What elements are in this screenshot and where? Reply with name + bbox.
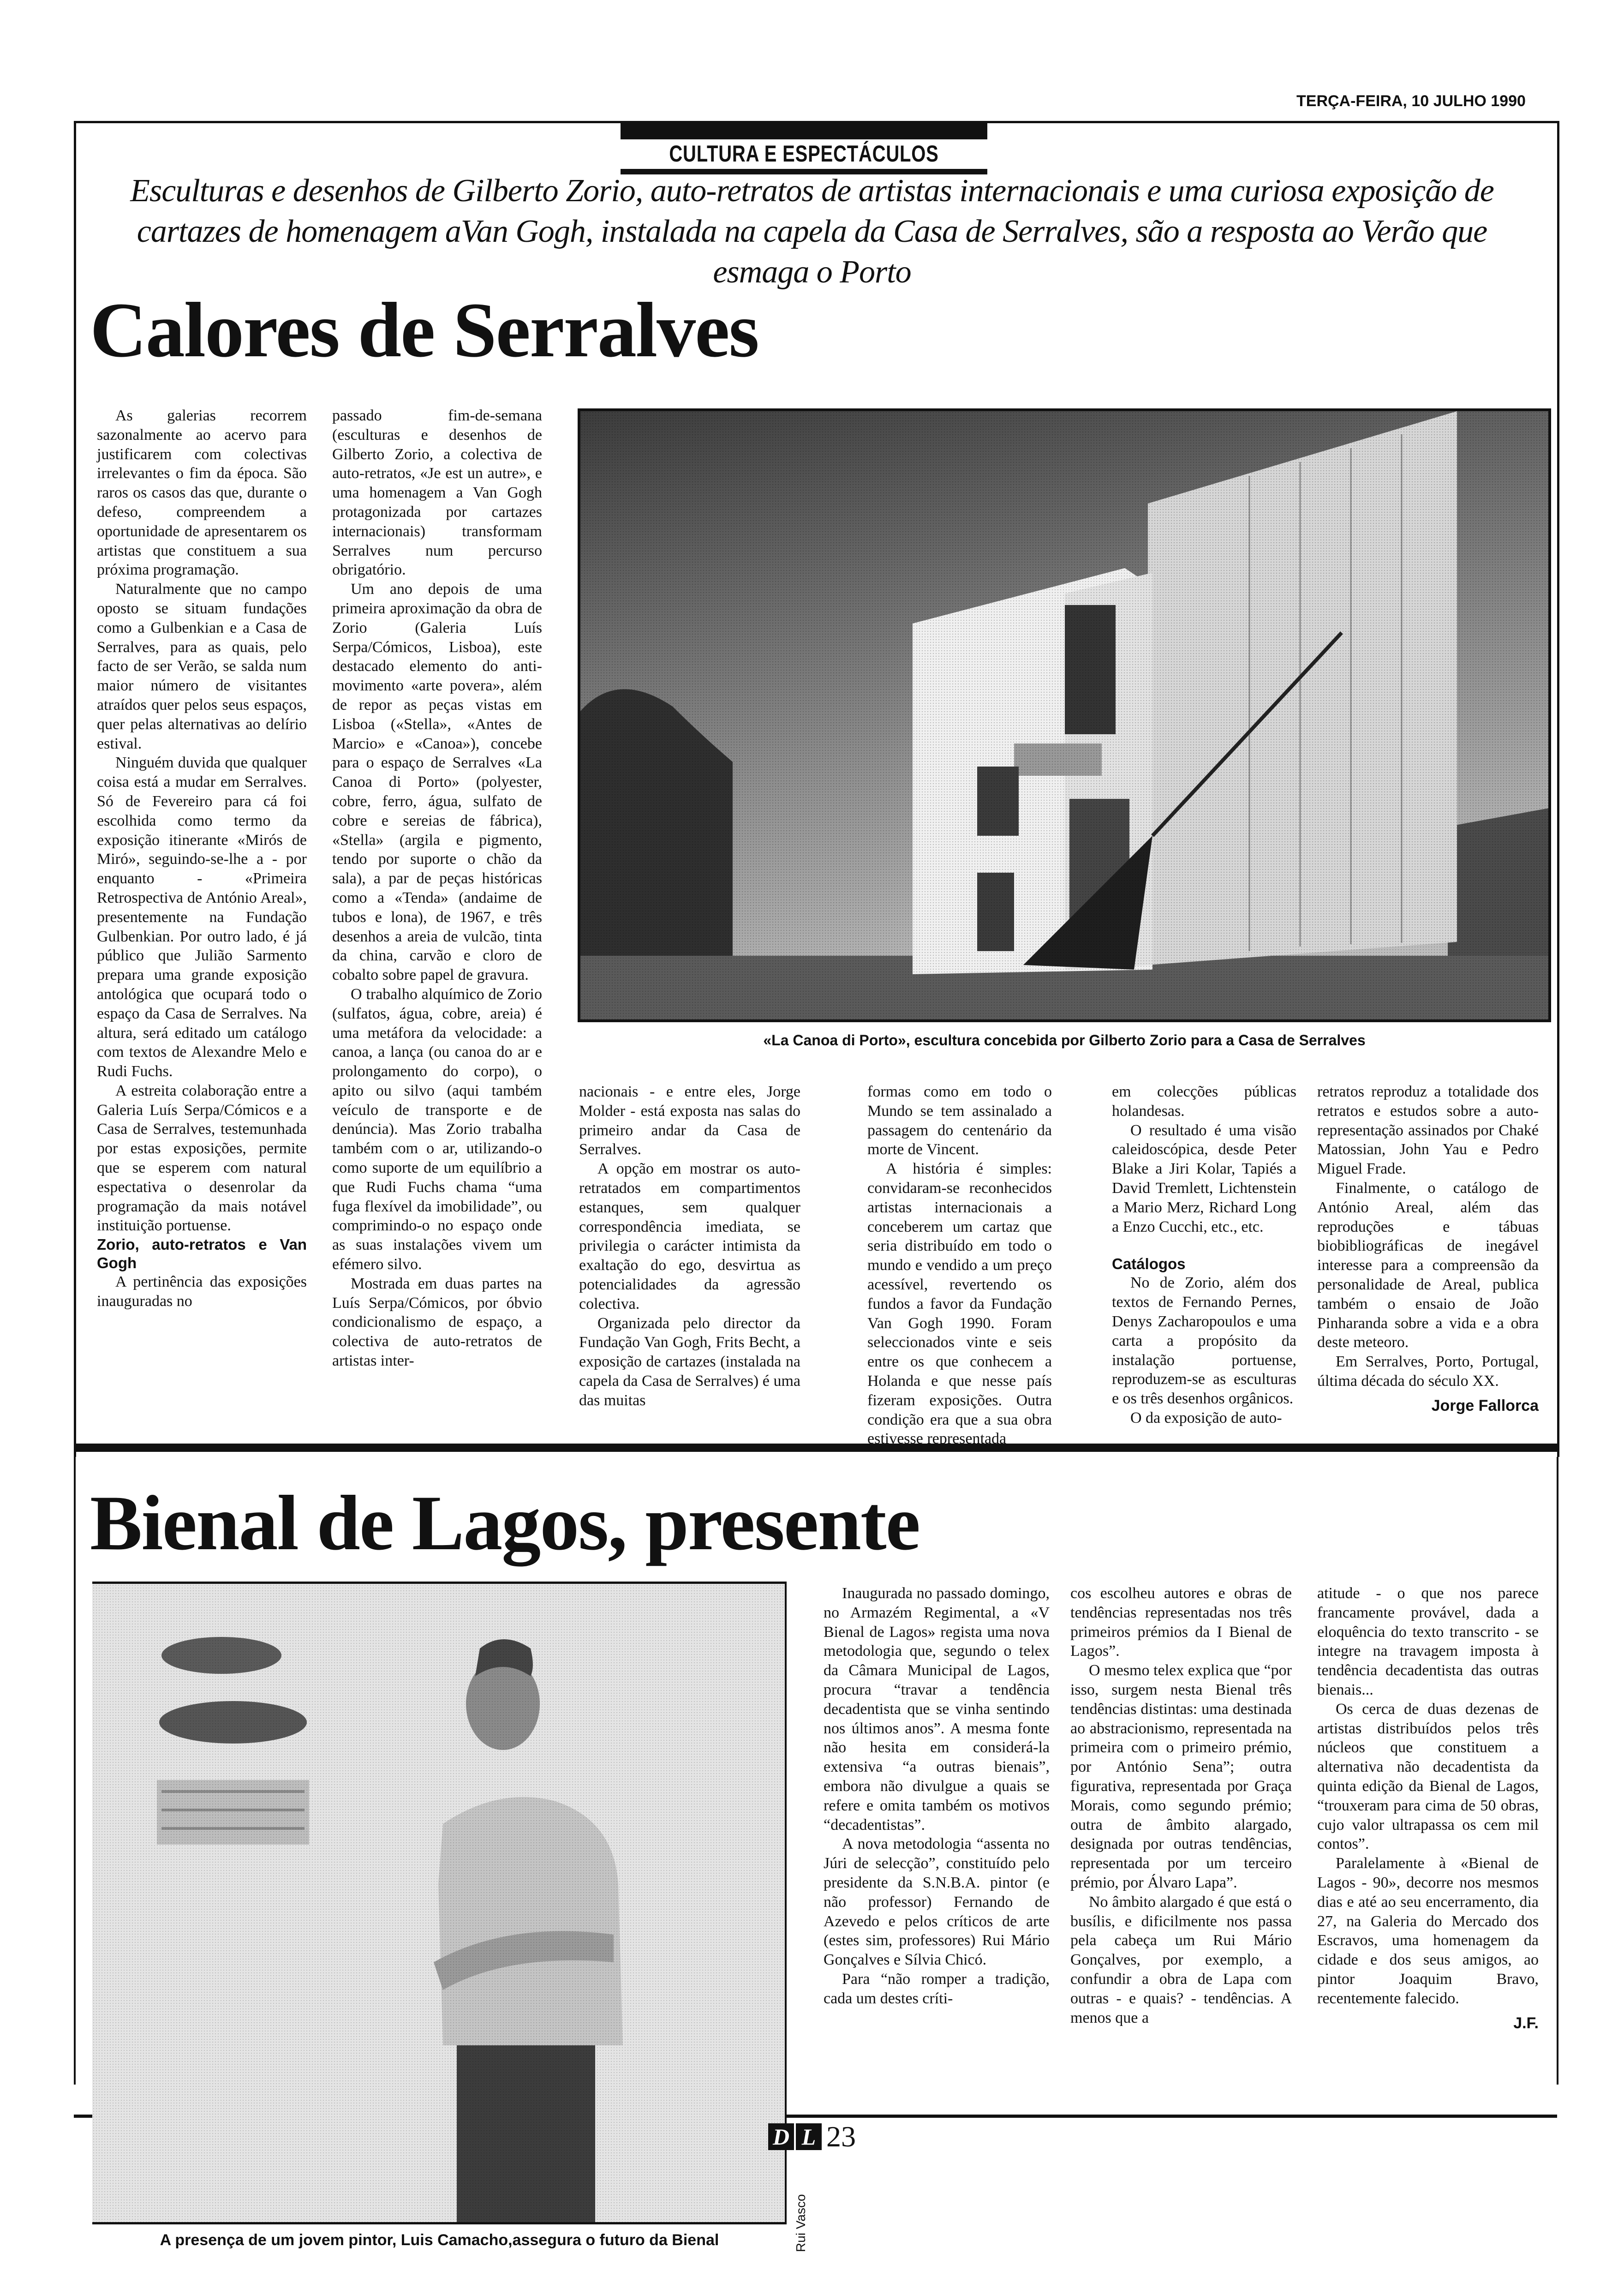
paragraph: Um ano depois de uma primeira aproximação da obra de Zorio (Galeria Luís Serpa/Cómicos, Lisboa), este destacado elemento do anti-movimento «arte povera», além de repor as peças vistas em Lisboa («Stella», «Antes de Marcio» e «Canoa»), concebe para o espaço de Serralves «La Canoa di Porto» (polyester, cobre, ferro, água, sulfato de cobre e sereias de fábrica), «Stella» (argila e pigmento, tendo por suporte o chão da sala), a par de peças históricas como a «Tenda» (andaime de tubos e lona), de 1967, e três desenhos a areia de vulcão, tinta da china, carvão e cloro de cobalto sobre papel de gravura. — [332, 581, 542, 984]
paragraph: O mesmo telex explica que “por isso, surgem nesta Bienal três tendências distintas: uma destinada ao abstracionismo, representada na primeira com o primeiro prémio, por António Sena”; outra figurativa, representada por Graça Morais, como segundo prémio; outra de âmbito alargado, designada por outras tendências, representada por um terceiro prémio, por Álvaro Lapa”. — [1070, 1662, 1292, 1891]
masthead-logo-d-icon: D — [768, 2123, 794, 2150]
paragraph: Paralelamente à «Bienal de Lagos - 90», decorre nos mesmos dias e até ao seu encerramento, dia 27, na Galeria do Mercado dos Escravos, uma homenagem da cidade e dos seus amigos, ao pintor Joaquim Bravo, recentemente falecido. — [1317, 1855, 1539, 2007]
paragraph: Naturalmente que no campo oposto se situam fundações como a Gulbenkian e a Casa de Serralves, para as quais, pelo facto de ser Verão, se salda num maior número de visitantes atraídos quer pelos seus espaços, quer pelas alternativas ao delírio estival. — [97, 581, 307, 752]
paragraph: O trabalho alquímico de Zorio (sulfatos, água, cobre, areia) é uma metáfora da velocidade: a canoa, a lança (ou canoa do ar e prolongamento do corpo), o apito ou silvo (aqui também veículo de transporte e de denúncia). Mas Zorio trabalha também com o ar, utilizando-o como suporte de um equilíbrio a que Rudi Fuchs chama “uma fuga flexível da imobilidade”, ou comprimindo-o no espaço onde as suas instalações vivem um efémero silvo. — [332, 985, 542, 1273]
building-sculpture-image — [580, 411, 1549, 1020]
article1-deck: Esculturas e desenhos de Gilberto Zorio, auto-retratos de artistas internacionais e uma curiosa exposição de cartazes de homenagem aVan Gogh, instalada na capela da Casa de Serralves, são a resposta ao Verão que esmaga o Porto — [130, 173, 1494, 290]
paragraph: O resultado é uma visão caleidoscópica, desde Peter Blake a Jiri Kolar, Tapiés a David Tremlett, Lichtenstein a Mario Merz, Richard Long a Enzo Cucchi, etc., etc. — [1112, 1121, 1296, 1235]
paragraph: O da exposição de auto- — [1130, 1409, 1282, 1426]
paragraph: Ninguém duvida que qualquer coisa está a mudar em Serralves. Só de Fevereiro para cá foi escolhida como termo da exposição itinerante «Mirós de Miró», seguindo-se-lhe a - por enquanto - «Primeira Retrospectiva de António Areal», presentemente na Fundação Gulbenkian. Por outro lado, é já público que Julião Sarmento prepara uma grande exposição antológica que ocupará todo o espaço da Casa de Serralves. Na altura, será editado um catálogo com textos de Alexandre Melo e Rudi Fuchs. — [97, 754, 307, 1080]
article1-photo-serralves — [578, 408, 1551, 1022]
painter-portrait-image — [92, 1584, 787, 2224]
page-dateline: TERÇA-FEIRA, 10 JULHO 1990 — [1296, 92, 1526, 110]
article1-photo-caption: «La Canoa di Porto», escultura concebida por Gilberto Zorio para a Casa de Serralves — [763, 1032, 1366, 1049]
section-top-bar — [621, 121, 987, 139]
paragraph: passado fim-de-semana (esculturas e desenhos de Gilberto Zorio, a colectiva de auto-retratos, «Je est un autre», e uma homenagem a Van Gogh protagonizada por cartazes internacionais) transformam Serralves num percurso obrigatório. — [332, 407, 542, 579]
article2-photo-caption: A presença de um jovem pintor, Luis Camacho,assegura o futuro da Bienal — [160, 2231, 719, 2249]
paragraph: Finalmente, o catálogo de António Areal, além das reproduções e tábuas biobibliográficas de inegável interesse para a compreensão da personalidade de Areal, publica também o ensaio de João Pinharanda sobre a vida e a obra deste meteoro. — [1317, 1179, 1539, 1351]
paragraph: Para “não romper a tradição, cada um destes críti- — [824, 1970, 1050, 2007]
page-number: 23 — [826, 2120, 856, 2153]
paragraph: A história é simples: convidaram-se reconhecidos artistas internacionais a conceberem um cartaz que seria distribuído em todo o mundo e vendido a um preço acessível, revertendo os fundos a favor da Fundação Van Gogh 1990. Foram seleccionados vinte e seis entre os que conhecem a Holanda e que nesse país fizeram exposições. Outra condição era que a sua obra estivesse representada — [867, 1160, 1052, 1448]
paragraph: No de Zorio, além dos textos de Fernando Pernes, Denys Zacharopoulos e uma carta a propósito da instalação portuense, reproduzem-se as esculturas e os três desenhos orgânicos. — [1112, 1274, 1296, 1408]
paragraph: formas como em todo o Mundo se tem assinalado a passagem do centenário da morte de Vincent. — [867, 1083, 1052, 1158]
paragraph: nacionais - e entre eles, Jorge Molder - está exposta nas salas do primeiro andar da Casa de Serralves. — [579, 1083, 800, 1158]
article2-column-2 — [1070, 1584, 1292, 2027]
section-header — [621, 121, 987, 174]
article2-column-1 — [824, 1584, 1050, 2008]
article1-column-3 — [579, 1082, 800, 1410]
article2-photo-credit: Rui Vasco — [794, 2194, 808, 2252]
paragraph: A nova metodologia “assenta no Júri de selecção”, constituído pelo presidente da S.N.B.A. pintor (e não professor) Fernando de Azevedo e pelos críticos de arte (estes sim, professores) Rui Mário Gonçalves e Sílvia Chicó. — [824, 1835, 1050, 1969]
article2-photo-painter — [92, 1582, 787, 2224]
page-folio — [768, 2120, 856, 2153]
paragraph: No âmbito alargado é que está o busílis, e dificilmente nos passa pela cabeça um Rui Mário Gonçalves, por exemplo, a confundir a obra de Lapa com outras - e quais? - tendências. A menos que a — [1070, 1893, 1292, 2026]
article2-headline: Bienal de Lagos, presente — [90, 1480, 920, 1566]
article1-column-1 — [97, 406, 307, 1311]
article1-subhead: Zorio, auto-retratos e Van Gogh — [97, 1236, 307, 1272]
article1-byline: Jorge Fallorca — [1431, 1396, 1539, 1414]
paragraph: Inaugurada no passado domingo, no Armazém Regimental, a «V Bienal de Lagos» regista uma nova metodologia que, segundo o telex da Câmara Municipal de Lagos, procura “travar a tendência decadentista que se vinha sentindo nos últimos anos”. A mesma fonte não hesita em considerá-la extensiva “a outras bienais”, embora não divulgue a quais se refere e omita também os motivos “decadentistas”. — [824, 1585, 1050, 1834]
section-label: CULTURA E ESPECTÁCULOS — [669, 141, 939, 167]
article1-subhead-catalogos: Catálogos — [1112, 1255, 1186, 1273]
paragraph: Organizada pelo director da Fundação Van Gogh, Frits Becht, a exposição de cartazes (instalada na capela da Casa de Serralves) é uma das muitas — [579, 1314, 800, 1409]
paragraph: em colecções públicas holandesas. — [1112, 1083, 1296, 1120]
paragraph: As galerias recorrem sazonalmente ao acervo para justificarem com colectivas irrelevantes o fim da época. São raros os casos das que, durante o defeso, compreendem a oportunidade de apresentarem os artistas que constituem a sua próxima programação. — [97, 407, 307, 579]
paragraph: A pertinência das exposições inauguradas no — [97, 1273, 307, 1310]
article1-column-5 — [1112, 1082, 1296, 1428]
paragraph: Mostrada em duas partes na Luís Serpa/Cómicos, por óbvio condicionalismo de espaço, a colectiva de auto-retratos de artistas inter- — [332, 1275, 542, 1370]
paragraph: atitude - o que nos parece francamente provável, dada a eloquência do texto transcrito - se integre na travagem imposta à tendência decadentista das outras bienais... — [1317, 1585, 1539, 1698]
paragraph: Os cerca de duas dezenas de artistas distribuídos pelos três núcleos que constituem a alternativa não decadentista da quinta edição da Bienal de Lagos, “trouxeram para cima de 50 obras, cujo valor ultrapassa os cem mil contos”. — [1317, 1700, 1539, 1853]
article2-column-3 — [1317, 1584, 1539, 2033]
paragraph: retratos reproduz a totalidade dos retratos e estudos sobre a auto-representação assinados por Chaké Matossian, John Yau e Pedro Miguel Frade. — [1317, 1083, 1539, 1178]
article2-byline: J.F. — [1513, 2014, 1539, 2032]
article1-column-2 — [332, 406, 542, 1371]
section-divider-bar — [74, 1444, 1557, 1452]
paragraph: Em Serralves, Porto, Portugal, última década do século XX. — [1317, 1353, 1539, 1390]
paragraph: A opção em mostrar os auto-retratados em compartimentos estanques, sem qualquer correspondência imediata, se privilegia o carácter intimista da exaltação do ego, desvirtua as potencialidades da agressão colectiva. — [579, 1160, 800, 1312]
paragraph: A estreita colaboração entre a Galeria Luís Serpa/Cómicos e a Casa de Serralves, testemunhada por estas exposições, permite que se esperem com natural espectativa o desenrolar da programação da mais notável instituição portuense. — [97, 1082, 307, 1234]
article1-column-4 — [867, 1082, 1052, 1449]
masthead-logo-l-icon: L — [796, 2123, 822, 2150]
article1-column-6 — [1317, 1082, 1539, 1416]
article1-headline: Calores de Serralves — [90, 287, 758, 373]
paragraph: cos escolheu autores e obras de tendências representadas nos três primeiros prémios da I Bienal de Lagos”. — [1070, 1585, 1292, 1660]
